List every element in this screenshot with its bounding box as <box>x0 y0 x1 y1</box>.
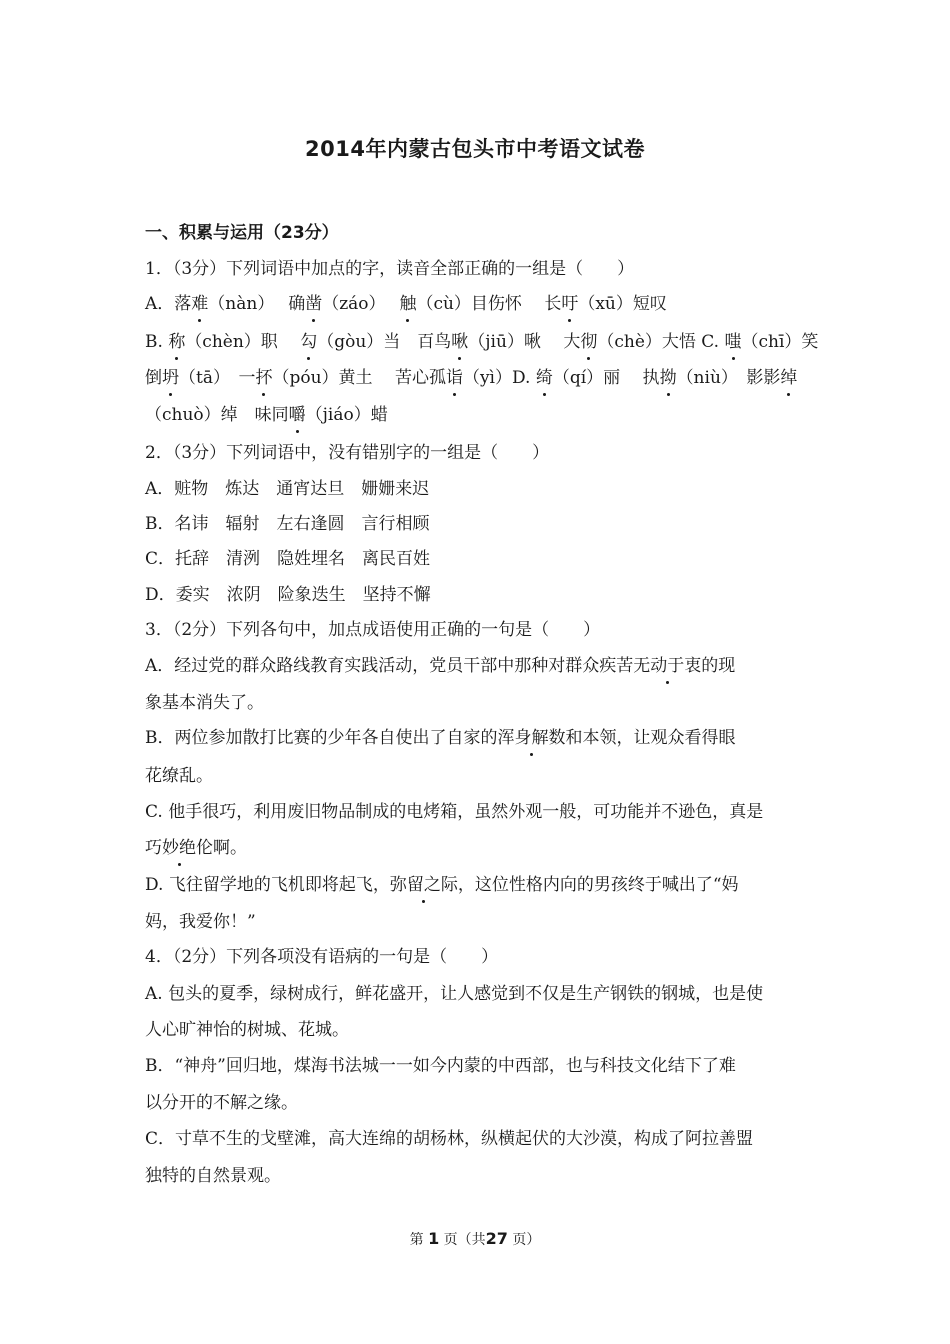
dotted-char: 抔 <box>255 368 273 388</box>
question-4-option-a: A. 包头的夏季，绿树成行，鲜花盛开，让人感觉到不仅是生产钢铁的钢城，也是使 <box>145 984 764 1004</box>
page-title: 2014年内蒙古包头市中考语文试卷 <box>305 137 645 161</box>
question-2-option-b: B．名讳 辐射 左右逢圆 言行相顾 <box>145 514 430 534</box>
dotted-char: 嚼 <box>288 405 306 425</box>
question-3-option-a-cont: 象基本消失了。 <box>145 693 264 713</box>
dotted-char: 触 <box>399 294 417 314</box>
dotted-char: 称 <box>168 332 186 352</box>
dotted-char: 坍 <box>162 368 179 388</box>
dotted-char: 吁 <box>561 294 579 314</box>
question-1-stem: 1．（3分）下列词语中加点的字，读音全部正确的一组是（ ） <box>145 259 635 279</box>
dotted-idiom: 浑身解数 <box>497 728 566 748</box>
question-2-stem: 2．（3分）下列词语中，没有错别字的一组是（ ） <box>145 443 550 463</box>
dotted-char: 嗤 <box>724 332 742 352</box>
question-4-option-b-cont: 以分开的不解之缘。 <box>145 1093 298 1113</box>
question-1-option-c: 倒坍（tā） 一抔（póu）黄土 苦心孤诣（yì）D. 绮（qí）丽 执拗（niù） 影影绰 <box>145 368 798 388</box>
dotted-char: 绮 <box>535 368 553 388</box>
question-3-stem: 3．（2分）下列各句中，加点成语使用正确的一句是（ ） <box>145 620 601 640</box>
dotted-idiom: 弥留之际 <box>389 875 458 895</box>
total-pages: 27 <box>485 1229 508 1248</box>
question-3-option-d-cont: 妈，我爱你！” <box>145 912 256 932</box>
question-4-option-a-cont: 人心旷神怡的树城、花城。 <box>145 1020 349 1040</box>
dotted-char: 凿 <box>305 294 323 314</box>
dotted-char: 拗 <box>659 368 677 388</box>
question-3-option-d: D. 飞往留学地的飞机即将起飞，弥留之际，这位性格内向的男孩终于喊出了“妈 <box>145 875 739 895</box>
dotted-char: 啾 <box>451 332 469 352</box>
current-page-number: 1 <box>428 1229 440 1248</box>
section-heading: 一、积累与运用（23分） <box>145 223 339 243</box>
question-3-option-b: B．两位参加散打比赛的少年各自使出了自家的浑身解数和本领，让观众看得眼 <box>145 728 736 748</box>
dotted-char: 难 <box>191 294 209 314</box>
question-2-option-d: D．委实 浓阴 险象迭生 坚持不懈 <box>145 585 431 605</box>
question-4-stem: 4．（2分）下列各项没有语病的一句是（ ） <box>145 947 499 967</box>
question-2-option-a: A．赃物 炼达 通宵达旦 姗姗来迟 <box>145 479 430 499</box>
dotted-char: 诣 <box>445 368 463 388</box>
page-footer: 第 1 页（共27 页） <box>409 1229 541 1248</box>
question-3-option-c-cont: 巧妙绝伦啊。 <box>145 838 247 858</box>
question-4-option-b: B．“神舟”回归地，煤海书法城一一如今内蒙的中西部，也与科技文化结下了难 <box>145 1056 736 1076</box>
dotted-char: 彻 <box>580 332 598 352</box>
dotted-char: 勾 <box>300 332 318 352</box>
question-4-option-c-cont: 独特的自然景观。 <box>145 1166 281 1186</box>
dotted-idiom: 无动于衷 <box>633 656 702 676</box>
dotted-char: 绰 <box>780 368 798 388</box>
question-4-option-c: C．寸草不生的戈壁滩，高大连绵的胡杨林，纵横起伏的大沙漠，构成了阿拉善盟 <box>145 1129 754 1149</box>
question-1-option-a: A．落难（nàn） 确凿（záo） 触（cù）目伤怀 长吁（xū）短叹 <box>145 294 667 314</box>
question-2-option-c: C．托辞 清洌 隐姓埋名 离民百姓 <box>145 549 431 569</box>
question-1-option-b: B. 称（chèn）职 勾（gòu）当 百鸟啾（jiū）啾 大彻（chè）大悟 C. 嗤（chī）笑 <box>145 332 819 352</box>
question-1-option-d: （chuò）绰 味同嚼（jiáo）蜡 <box>145 405 388 425</box>
question-3-option-b-cont: 花缭乱。 <box>145 766 213 786</box>
question-3-option-c: C. 他手很巧，利用废旧物品制成的电烤箱，虽然外观一般，可功能并不逊色，真是 <box>145 802 764 822</box>
question-3-option-a: A．经过党的群众路线教育实践活动，党员干部中那种对群众疾苦无动于衷的现 <box>145 656 736 676</box>
dotted-idiom: 巧妙绝伦 <box>145 838 213 858</box>
